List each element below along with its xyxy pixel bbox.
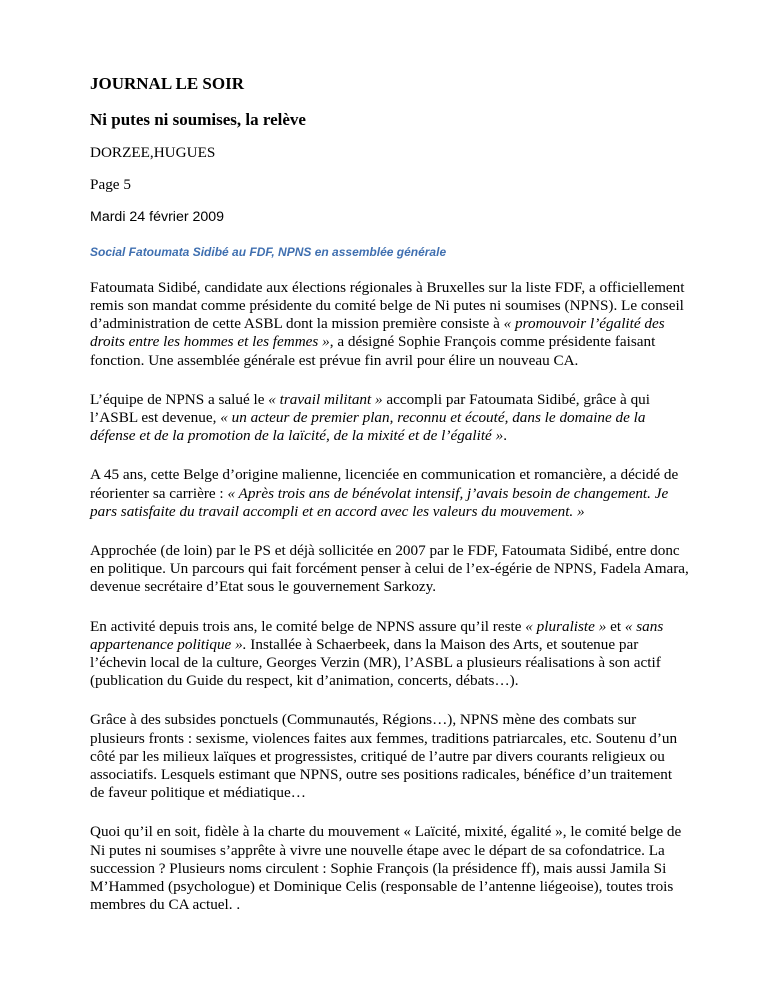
article-headline: Ni putes ni soumises, la relève: [90, 110, 306, 129]
body-text: , a désigné Sophie François comme présidente faisant fonction. Une assemblée générale est prévue fin avril pour élire un nouveau CA.: [90, 333, 656, 369]
body-text: Quoi qu’il en soit, fidèle à la charte du mouvement « Laïcité, mixité, égalité », le comité belge de Ni putes ni soumises s’apprête à vivre une nouvelle étape avec le départ de sa cofondatrice. La succession ? Plusieurs noms circulent : Sophie François (la présidence ff), mais aussi Jamila Si M’Hammed (psychologue) et Dominique Celis (responsable de l’antenne liégeoise), toutes trois membres du CA actuel. .: [90, 823, 682, 914]
body-text: Fatoumata Sidibé, candidate aux élections régionales à Bruxelles sur la liste FDF, a officiellement remis son mandat comme présidente du comité belge de Ni putes ni soumises (NPNS). Le conseil d’administration de cette ASBL dont la mission première consiste à: [90, 278, 685, 333]
quote-text: « promouvoir l’égalité des droits entre les hommes et les femmes »: [90, 315, 665, 351]
paragraph: [90, 823, 690, 914]
journal-name: JOURNAL LE SOIR: [90, 74, 244, 93]
quote-text: « Après trois ans de bénévolat intensif, j’avais besoin de changement. Je pars satisfaite du travail accompli et en accord avec les valeurs du mouvement. »: [90, 484, 669, 520]
quote-text: « sans appartenance politique ».: [90, 617, 664, 653]
article-subhead: Social Fatoumata Sidibé au FDF, NPNS en assemblée générale: [90, 244, 447, 259]
paragraph: [90, 391, 690, 446]
quote-text: « pluraliste »: [525, 617, 607, 635]
body-text: Approchée (de loin) par le PS et déjà sollicitée en 2007 par le FDF, Fatoumata Sidibé, entre donc en politique. Un parcours qui fait forcément penser à celui de l’ex-égérie de NPNS, Fadela Amara, devenue secrétaire d’Etat sous le gouvernement Sarkozy.: [90, 542, 689, 596]
paragraph: [90, 711, 690, 802]
page-number: Page 5: [90, 176, 131, 194]
paragraph: [90, 279, 690, 370]
body-text: Installée à Schaerbeek, dans la Maison des Arts, et soutenue par l’échevin local de la culture, Georges Verzin (MR), l’ASBL a plusieurs réalisations à son actif (publication du Guide du respect, kit d’animation, concerts, débats…).: [90, 635, 661, 690]
quote-text: « travail militant »: [268, 390, 383, 408]
paragraph: [90, 466, 690, 521]
body-text: En activité depuis trois ans, le comité belge de NPNS assure qu’il reste: [90, 617, 526, 635]
body-text: L’équipe de NPNS a salué le: [90, 390, 269, 408]
body-text: et: [606, 617, 625, 635]
paragraph: [90, 618, 690, 691]
quote-text: « un acteur de premier plan, reconnu et écouté, dans le domaine de la défense et de la promotion de la laïcité, de la mixité et de l’égalité »: [90, 409, 646, 445]
paragraph: [90, 542, 690, 597]
body-text: accompli par Fatoumata Sidibé, grâce à qui l’ASBL est devenue,: [90, 390, 651, 427]
body-text: A 45 ans, cette Belge d’origine malienne, licenciée en communication et romancière, a décidé de réorienter sa carrière :: [90, 466, 679, 502]
author: DORZEE,HUGUES: [90, 144, 216, 161]
publication-date: Mardi 24 février 2009: [90, 209, 225, 226]
article: [90, 74, 690, 915]
body-text: .: [503, 427, 507, 445]
body-text: Grâce à des subsides ponctuels (Communautés, Régions…), NPNS mène des combats sur plusieurs fronts : sexisme, violences faites aux femmes, traditions patriarcales, etc. Soutenu d’un côté par les milieux laïques et progressistes, critiqué de l’autre par divers courants religieux ou associatifs. Lesquels estimant que NPNS, outre ses positions radicales, bénéfice d’un traitement de faveur politique et médiatique…: [90, 711, 678, 802]
